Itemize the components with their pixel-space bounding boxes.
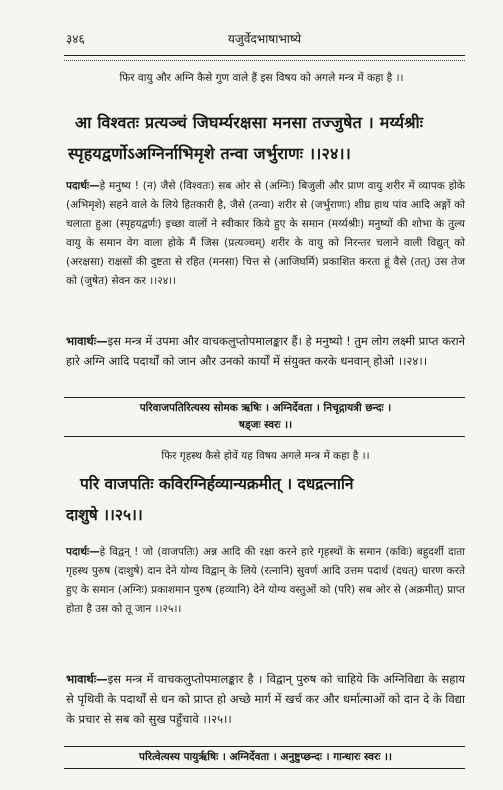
mantra25-intro: फिर गृहस्थ कैसे होवें यह विषय अगले मन्त्र में कहा है ।। [161, 450, 370, 462]
bhavarth-label: भावार्थः— [66, 672, 108, 686]
bhavarth-text: इस मन्त्र में उपमा और वाचकलुप्तोपमालङ्कार हैं। हे मनुष्यो ! तुम लोग लक्ष्मी प्राप्त कराने हारे अग्नि आदि पदार्थों को जान और उनको कार्यों में संयुक्त करके धनवान् होओ ।।२४।। [66, 334, 465, 368]
mantra24-bhavarth [66, 331, 465, 371]
page-number: ३४६ [66, 32, 85, 46]
mantra25-padarth [66, 543, 465, 619]
padarth-label: पदार्थः— [66, 546, 100, 558]
mantra25-meta: परित्वेत्यस्य पायुर्ऋषिः । अग्निर्देवता । अनुष्टुप्छन्दः । गान्धारः स्वरः ।। [139, 751, 392, 763]
bhavarth-text: इस मन्त्र में वाचकलुप्तोपमालङ्कार है । विद्वान् पुरुष को चाहिये कि अग्निविद्या के सहाय से पृथिवी के पदार्थों से धन को प्राप्त हो अच्छे मार्ग में खर्च कर और धर्मात्माओं को दान दे के विद्या के प्रचार से सब को सुख पहुँचावे ।।२५।। [66, 672, 465, 726]
mantra24-line1: आ विश्वतः प्रत्यञ्चं जिघर्म्यरक्षसा मनसा तज्जुषेत । मर्य्यश्रीः [75, 113, 424, 132]
header-rule [64, 55, 465, 56]
meta24-top-rule [64, 397, 465, 398]
mantra25-bhavarth [66, 669, 465, 729]
padarth-text: हे मनुष्य ! (न) जैसे (विश्वतः) सब ओर से (अग्निः) बिजुली और प्राण वायु शरीर में व्यापक होके (अभिमृशे) सहने वाले के लिये हितकारी है, जैसे (तन्वा) शरीर से (जर्भुराणः) शीघ्र हाथ पांव आदि अङ्गों को चलाता हुआ (स्पृहयद्वर्णः) इच्छा वालों ने स्वीकार किये हुए के समान (मर्य्यश्रीः) मनुष्यों की शोभा के तुल्य वायु के समान वेग वाला होके मैं जिस (प्रत्यञ्चम्) शरीर के वायु को निरन्तर चलाने वाली विद्युत् को (अरक्षसा) राक्षसों की दुष्टता से रहित (मनसा) चित्त से (आजिघर्मि) प्रकाशित करता हूं वैसे (तत्) उस तेज को (जुषेत) सेवन कर ।।२४।। [66, 180, 465, 287]
mantra24-line2: स्पृहयद्वर्णोऽअग्निर्नाभिमृशे तन्वा जर्भुराणः ।।२४।। [68, 144, 352, 163]
mantra24-padarth [66, 177, 465, 291]
padarth-label: पदार्थः— [66, 180, 100, 192]
mantra24-meta1: परिवाजपतिरित्यस्य सोमक ऋषिः । अग्निर्देवता । निचृद्गायत्री छन्दः । [139, 402, 392, 414]
padarth-text: हे विद्वन् ! जो (वाजपतिः) अन्न आदि की रक्षा करने हारे गृहस्थों के समान (कविः) बहुदर्शी दाता गृहस्थ पुरुष (दाशुषे) दान देने योग्य विद्वान् के लिये (रत्नानि) सुवर्ण आदि उत्तम पदार्थ (दधत्) धारण करते हुए के समान (अग्निः) प्रकाशमान पुरुष (हव्यानि) देने योग्य वस्तुओं को (परि) सब ओर से (अक्रमीत्) प्राप्त होता है उस को तू जान ।।२५।। [66, 546, 465, 615]
mantra25-line1: परि वाजपतिः कविरग्निर्हव्यान्यक्रमीत् । दधद्रत्नानि [80, 475, 354, 493]
bhavarth-label: भावार्थः— [66, 334, 108, 348]
meta24-bottom-rule [64, 436, 465, 437]
running-header [66, 30, 463, 52]
mantra24-intro: फिर वायु और अग्नि कैसे गुण वाले हैं इस विषय को अगले मन्त्र में कहा है ।। [119, 72, 404, 84]
meta25-top-rule [64, 746, 465, 747]
mantra25-line2: दाशुषे ।।२५।। [66, 506, 143, 524]
mantra24-meta2: षड्जः स्वरः ।। [238, 419, 293, 431]
meta25-bottom-rule [64, 768, 465, 769]
book-title: यजुर्वेदभाषाभाष्ये [227, 32, 302, 46]
header-rule-dotted [64, 60, 465, 61]
